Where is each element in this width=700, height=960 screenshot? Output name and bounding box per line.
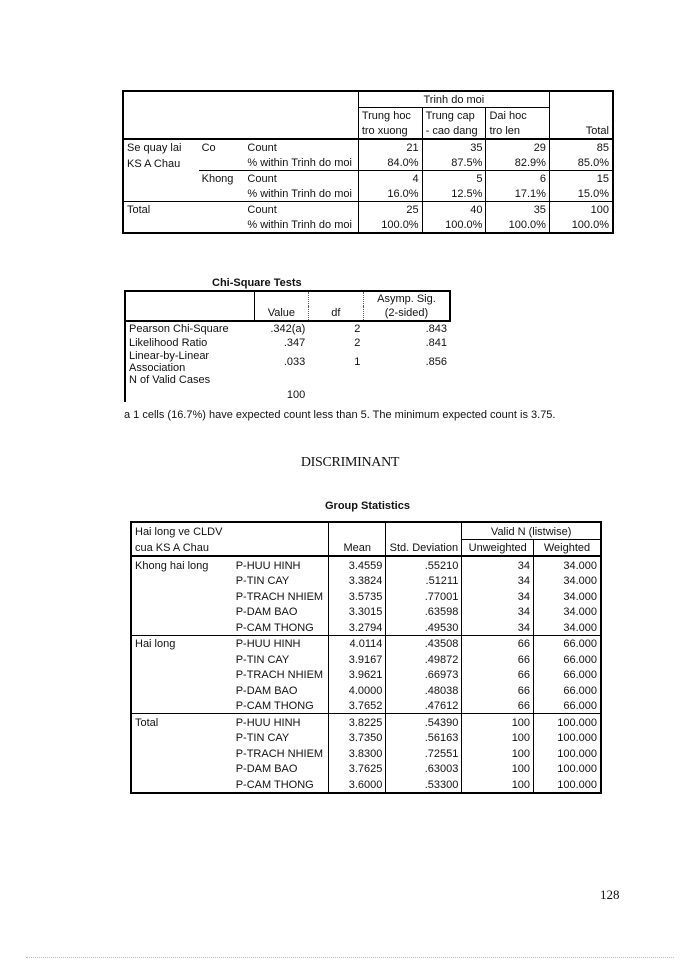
gs-group-label <box>131 588 233 604</box>
gs-row <box>131 745 601 761</box>
section-heading: DISCRIMINANT <box>300 455 400 470</box>
page-number: 128 <box>600 887 620 902</box>
gs-weighted: 34.000 <box>534 604 601 620</box>
gs-variable: P-DAM BAO <box>233 682 329 698</box>
gs-row <box>131 651 601 667</box>
chi-value: .342(a) <box>270 323 306 335</box>
chi-header-sig: (2-sided) <box>363 306 450 321</box>
gs-mean: 3.8225 <box>348 716 383 729</box>
gs-row <box>131 667 601 683</box>
gs-mean: 3.4559 <box>348 559 383 572</box>
gs-std: .43508 <box>386 635 462 651</box>
gs-std: .72551 <box>386 745 462 761</box>
gs-unweighted: 100 <box>462 714 534 730</box>
crosstab-col-header: - cao dang <box>422 123 486 139</box>
chi-value: .347 <box>283 337 306 349</box>
gs-header-valid-n: Valid N (listwise) <box>462 522 601 539</box>
crosstab-cell-total: 15 <box>549 171 613 187</box>
chi-df: 1 <box>354 355 361 368</box>
gs-variable: P-CAM THONG <box>233 619 329 635</box>
gs-variable: P-TRACH NHIEM <box>233 588 329 604</box>
gs-row <box>131 588 601 604</box>
crosstab-row-var: KS A Chau <box>123 155 199 171</box>
crosstab-col-header: Trung cap <box>422 108 486 124</box>
gs-row <box>131 730 601 746</box>
gs-std: .53300 <box>386 776 462 793</box>
crosstab-cell: 100.0% <box>358 217 422 233</box>
gs-variable: P-TIN CAY <box>233 651 329 667</box>
gs-header-group: Hai long ve CLDV <box>131 522 233 539</box>
gs-group-label <box>131 776 233 793</box>
chi-df: 2 <box>354 337 361 349</box>
gs-group-label <box>131 619 233 635</box>
chi-sig: .856 <box>425 355 447 368</box>
gs-std: .77001 <box>386 588 462 604</box>
gs-unweighted: 34 <box>462 619 534 635</box>
gs-unweighted: 34 <box>462 573 534 589</box>
crosstab-cell: 21 <box>406 142 419 154</box>
crosstab-group-label: Total <box>123 202 244 218</box>
gs-variable: P-TIN CAY <box>233 730 329 746</box>
chi-square-title: Chi-Square Tests <box>212 277 302 289</box>
crosstab-stat: % within Trinh do moi <box>244 155 358 171</box>
crosstab-cell: 35 <box>486 202 549 218</box>
gs-row <box>131 682 601 698</box>
crosstab-cell: 82.9% <box>486 155 549 171</box>
crosstab-cell: 29 <box>486 139 549 155</box>
crosstab-cell-total: 85 <box>549 139 613 155</box>
gs-mean: 3.7652 <box>329 698 386 714</box>
crosstab-col-header: Dai hoc <box>486 108 549 124</box>
chi-header-df: df <box>308 291 363 321</box>
gs-row <box>131 573 601 589</box>
gs-weighted: 34.000 <box>534 556 601 573</box>
gs-mean: 4.0000 <box>348 684 383 697</box>
gs-unweighted: 66 <box>462 651 534 667</box>
gs-weighted: 100.000 <box>534 714 601 730</box>
chi-sig: .843 <box>425 323 447 335</box>
chi-row-label: Linear-by-Linear Association <box>125 350 255 374</box>
crosstab-cell: 16.0% <box>358 186 422 202</box>
gs-mean: 3.2794 <box>329 619 386 635</box>
crosstab-corner <box>123 91 358 139</box>
gs-std: .54390 <box>386 714 462 730</box>
crosstab-cell: 25 <box>406 204 419 216</box>
gs-weighted: 66.000 <box>534 682 601 698</box>
crosstab-stat: Count <box>244 139 358 155</box>
gs-group-label <box>131 698 233 714</box>
chi-square-footnote: a 1 cells (16.7%) have expected count less than 5. The minimum expected count is 3.75. <box>124 409 556 421</box>
gs-weighted: 100.000 <box>534 776 601 793</box>
gs-header-mean: Mean <box>329 522 386 556</box>
gs-mean: 3.8300 <box>348 747 383 760</box>
gs-std: .56163 <box>386 730 462 746</box>
crosstab-col-header: tro xuong <box>358 123 422 139</box>
gs-weighted: 100.000 <box>534 745 601 761</box>
gs-header-weighted: Weighted <box>534 539 601 556</box>
gs-group-label <box>131 745 233 761</box>
gs-unweighted: 66 <box>462 635 534 651</box>
gs-unweighted: 66 <box>462 682 534 698</box>
chi-square-table <box>124 290 451 402</box>
crosstab-group-label: Co <box>201 142 216 154</box>
gs-weighted: 66.000 <box>534 635 601 651</box>
gs-variable: P-TRACH NHIEM <box>233 745 329 761</box>
gs-std: .63598 <box>386 604 462 620</box>
gs-group-label: Hai long <box>131 635 233 651</box>
gs-variable: P-DAM BAO <box>233 761 329 777</box>
gs-variable: P-CAM THONG <box>233 776 329 793</box>
chi-df: 2 <box>354 323 361 335</box>
chi-row-label: N of Valid Cases <box>125 374 255 402</box>
crosstab-cell: 87.5% <box>422 155 486 171</box>
gs-weighted: 66.000 <box>534 651 601 667</box>
gs-header-group: cua KS A Chau <box>131 539 233 556</box>
gs-variable: P-TRACH NHIEM <box>233 667 329 683</box>
gs-group-label: Khong hai long <box>131 556 233 573</box>
gs-std: .55210 <box>386 556 462 573</box>
group-statistics-title: Group Statistics <box>325 500 410 512</box>
crosstab-cell-total: 15.0% <box>549 186 613 202</box>
chi-sig: .841 <box>425 337 447 349</box>
gs-unweighted: 100 <box>462 730 534 746</box>
gs-std: .47612 <box>386 698 462 714</box>
gs-row <box>131 604 601 620</box>
gs-group-label <box>131 667 233 683</box>
crosstab-header-group: Trinh do moi <box>358 91 549 108</box>
crosstab-row-var: Se quay lai <box>123 139 199 155</box>
gs-mean: 3.9621 <box>348 669 383 681</box>
gs-group-label <box>131 573 233 589</box>
crosstab-col-header: Trung hoc <box>361 110 411 122</box>
gs-group-label <box>131 730 233 746</box>
gs-unweighted: 100 <box>462 776 534 793</box>
gs-unweighted: 66 <box>462 667 534 683</box>
gs-mean: 3.7625 <box>348 763 383 775</box>
gs-mean: 4.0114 <box>349 638 383 650</box>
gs-std: .66973 <box>386 667 462 683</box>
chi-row-label: Likelihood Ratio <box>125 336 255 350</box>
gs-weighted: 66.000 <box>534 698 601 714</box>
gs-group-label: Total <box>131 714 233 730</box>
gs-unweighted: 34 <box>462 556 534 573</box>
gs-unweighted: 100 <box>462 745 534 761</box>
footer-rule <box>26 957 674 958</box>
crosstab-stat: % within Trinh do moi <box>244 217 358 233</box>
chi-row-label: Pearson Chi-Square <box>125 321 255 336</box>
crosstab-cell: 17.1% <box>486 186 549 202</box>
gs-mean: 3.3015 <box>348 606 383 618</box>
gs-group-label <box>131 651 233 667</box>
gs-unweighted: 100 <box>462 761 534 777</box>
crosstab-stat: Count <box>244 171 358 187</box>
gs-weighted: 34.000 <box>534 619 601 635</box>
gs-header-std: Std. Deviation <box>386 522 462 556</box>
crosstab-cell: 100.0% <box>486 217 549 233</box>
gs-group-label <box>131 604 233 620</box>
gs-row <box>131 698 601 714</box>
crosstab-cell: 100.0% <box>422 217 486 233</box>
gs-variable: P-HUU HINH <box>233 556 329 573</box>
gs-weighted: 66.000 <box>534 667 601 683</box>
gs-std: .49872 <box>386 651 462 667</box>
gs-row <box>131 761 601 777</box>
crosstab-group-label: Khong <box>201 173 234 185</box>
gs-weighted: 100.000 <box>534 730 601 746</box>
crosstab-cell: 35 <box>422 139 486 155</box>
crosstab-cell: 5 <box>422 171 486 187</box>
chi-value: 100 <box>286 389 306 401</box>
gs-variable: P-TIN CAY <box>233 573 329 589</box>
gs-row <box>131 776 601 793</box>
crosstab-cell: 4 <box>412 173 419 185</box>
gs-variable: P-HUU HINH <box>233 635 329 651</box>
gs-mean: 3.3824 <box>348 575 383 587</box>
crosstab-table <box>122 90 614 234</box>
gs-row <box>131 714 601 730</box>
crosstab-stat: Count <box>244 202 358 218</box>
gs-group-label <box>131 682 233 698</box>
gs-row <box>131 556 601 573</box>
gs-header-unweighted: Unweighted <box>462 539 534 556</box>
gs-mean: 3.9167 <box>348 653 383 666</box>
gs-group-label <box>131 761 233 777</box>
gs-std: .48038 <box>386 682 462 698</box>
gs-variable: P-HUU HINH <box>233 714 329 730</box>
crosstab-stat: % within Trinh do moi <box>244 186 358 202</box>
gs-weighted: 34.000 <box>534 573 601 589</box>
chi-header-value: Value <box>255 291 309 321</box>
gs-weighted: 100.000 <box>534 761 601 777</box>
gs-weighted: 34.000 <box>534 588 601 604</box>
gs-variable: P-CAM THONG <box>233 698 329 714</box>
crosstab-header-total: Total <box>549 91 613 139</box>
crosstab-cell-total: 85.0% <box>549 155 613 171</box>
gs-unweighted: 34 <box>462 604 534 620</box>
gs-mean: 3.7350 <box>348 732 383 744</box>
gs-row <box>131 619 601 635</box>
gs-variable: P-DAM BAO <box>233 604 329 620</box>
gs-mean: 3.6000 <box>329 776 386 793</box>
gs-std: .49530 <box>386 619 462 635</box>
crosstab-cell: 12.5% <box>422 186 486 202</box>
gs-std: .51211 <box>386 573 462 589</box>
crosstab-cell-total: 100 <box>549 202 613 218</box>
gs-std: .63003 <box>386 761 462 777</box>
chi-header-sig: Asymp. Sig. <box>363 291 450 306</box>
chi-value: .033 <box>283 355 306 368</box>
gs-mean: 3.5735 <box>348 590 383 603</box>
crosstab-cell: 40 <box>422 202 486 218</box>
gs-row <box>131 635 601 651</box>
group-statistics-table <box>130 521 602 794</box>
crosstab-cell: 84.0% <box>358 155 422 171</box>
crosstab-col-header: tro len <box>486 123 549 139</box>
crosstab-cell-total: 100.0% <box>549 217 613 233</box>
gs-unweighted: 66 <box>462 698 534 714</box>
crosstab-cell: 6 <box>486 171 549 187</box>
gs-unweighted: 34 <box>462 588 534 604</box>
